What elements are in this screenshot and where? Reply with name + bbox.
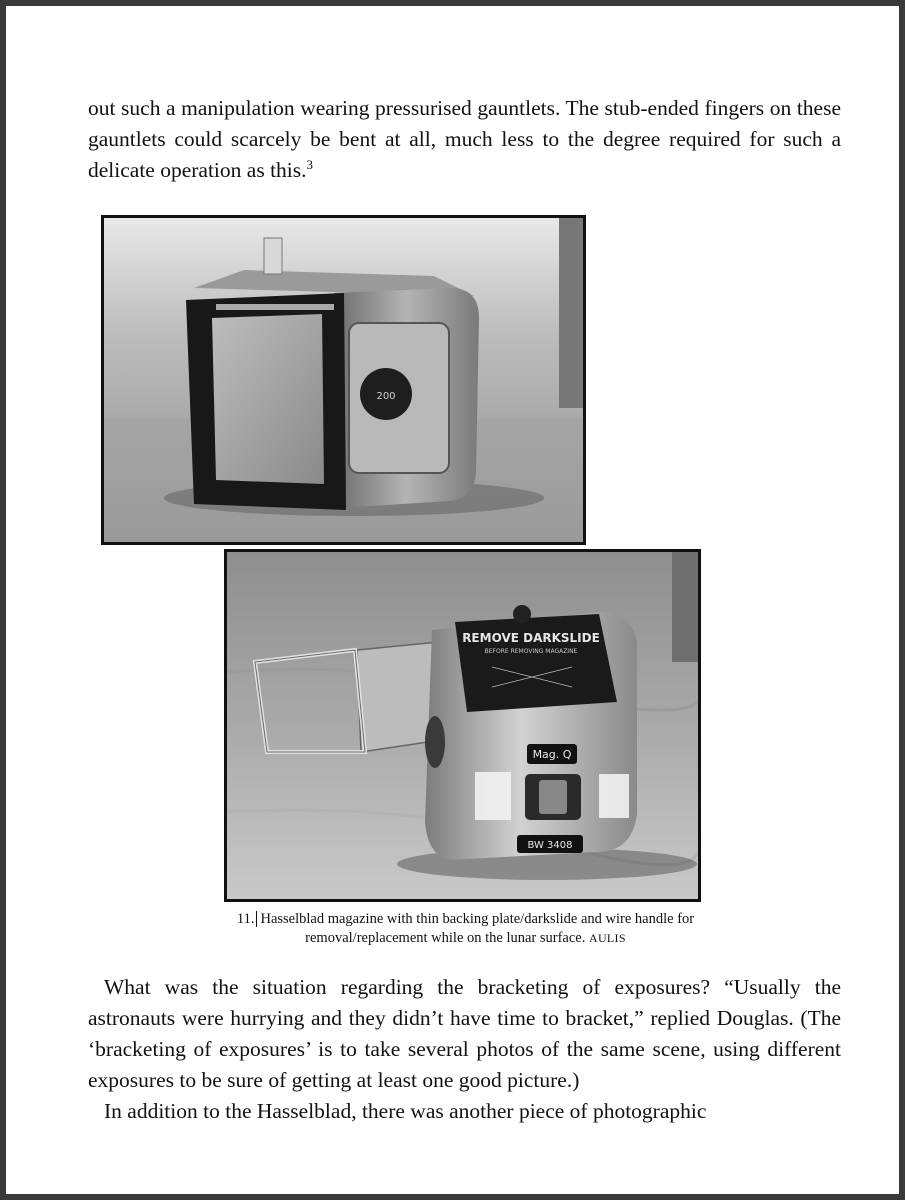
plate-subtitle: BEFORE REMOVING MAGAZINE	[484, 648, 578, 655]
paragraph-bottom	[88, 972, 841, 1127]
footnote-ref[interactable]: 3	[306, 156, 314, 172]
id-label: BW 3408	[527, 840, 573, 851]
caption-text: Hasselblad magazine with thin backing plate/darkslide and wire handle for removal/replacement while on the lunar surface.	[260, 911, 695, 946]
plate-title: REMOVE DARKSLIDE	[462, 631, 600, 645]
disc-label: 200	[376, 391, 396, 402]
paragraph-top	[88, 93, 841, 186]
mag-label: Mag. Q	[532, 748, 572, 761]
figure-number: 11.	[237, 911, 258, 927]
photo-magazine-darkslide-image	[227, 552, 698, 899]
photo-magazine-darkslide	[224, 549, 701, 902]
paragraph-bracketing: What was the situation regarding the bracketing of exposures? “Usually the astronauts were hurrying and they didn’t have time to bracket,” replied Douglas. (The ‘bracketing of exposures’ is to take several photos of the same scene, using different exposures to be sure of getting at least one good picture.)	[88, 975, 841, 1092]
photo-magazine-side	[101, 215, 586, 545]
figure-caption	[228, 910, 703, 948]
photo-credit: AULIS	[589, 931, 626, 945]
paragraph-hasselblad: In addition to the Hasselblad, there was another piece of photographic	[104, 1099, 707, 1123]
photo-magazine-side-image	[104, 218, 583, 542]
paragraph-top-text: out such a manipulation wearing pressurised gauntlets. The stub-ended fingers on these gauntlets could scarcely be bent at all, much less to the degree required for such a delicate operation as this.	[88, 96, 841, 182]
